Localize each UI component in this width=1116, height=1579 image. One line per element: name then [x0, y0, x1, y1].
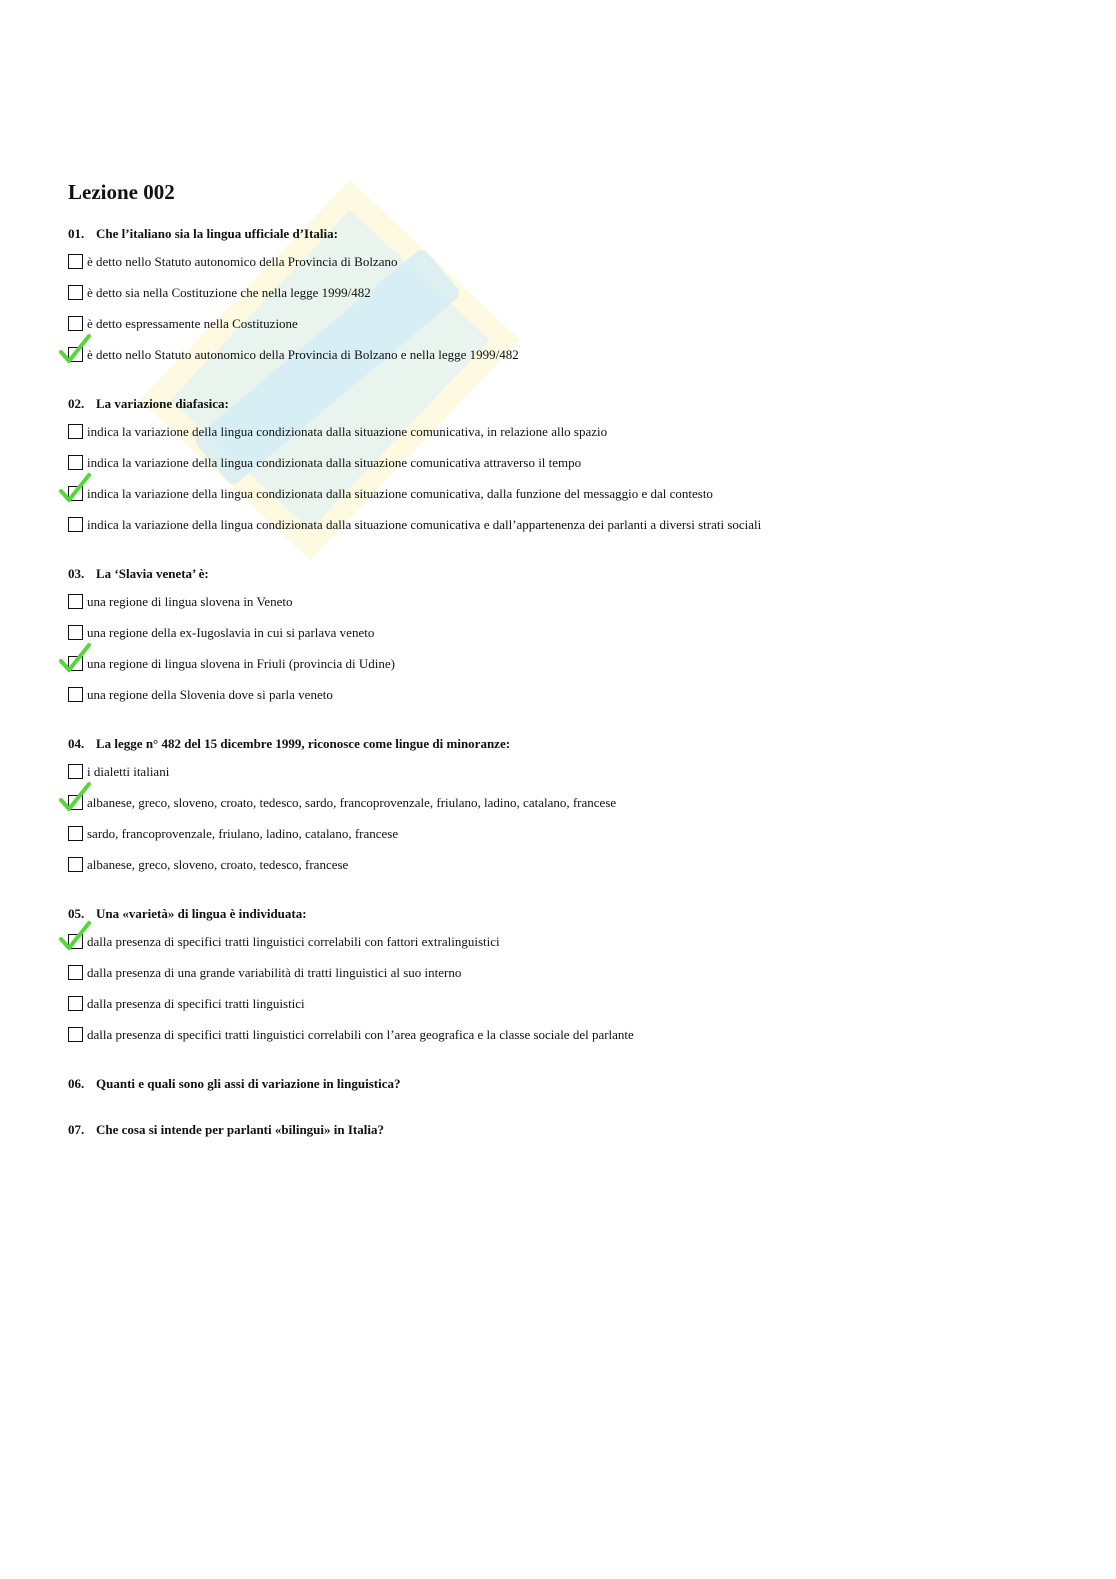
question-heading: [68, 734, 1048, 754]
question-block: [68, 394, 1048, 547]
checkbox-icon[interactable]: [68, 285, 83, 300]
question-number: 06.: [68, 1076, 85, 1091]
answer-option[interactable]: [68, 485, 1048, 516]
answer-option-label: una regione della ex-Iugoslavia in cui si parlava veneto: [87, 625, 375, 640]
checkbox-icon[interactable]: [68, 795, 83, 810]
answer-option[interactable]: [68, 995, 1048, 1026]
checkbox-icon[interactable]: [68, 594, 83, 609]
question-text: Che cosa si intende per parlanti «bilingui» in Italia?: [96, 1122, 384, 1137]
answer-option[interactable]: [68, 856, 1048, 887]
answer-option-label: indica la variazione della lingua condizionata dalla situazione comunicativa, in relazione allo spazio: [87, 424, 608, 439]
answer-option-label: è detto nello Statuto autonomico della Provincia di Bolzano e nella legge 1999/482: [87, 347, 519, 362]
question-number: 05.: [68, 906, 85, 921]
answer-option[interactable]: [68, 423, 1048, 454]
answer-option[interactable]: [68, 253, 1048, 284]
question-heading: [68, 394, 1048, 414]
question-text: La variazione diafasica:: [96, 396, 229, 411]
question-heading: [68, 564, 1048, 584]
open-question-heading: [68, 1074, 1048, 1094]
document-page: [68, 178, 1048, 1166]
checkbox-icon[interactable]: [68, 965, 83, 980]
question-block: [68, 224, 1048, 377]
question-list: [68, 224, 1048, 1057]
question-text: La ‘Slavia veneta’ è:: [96, 566, 209, 581]
checkbox-icon[interactable]: [68, 254, 83, 269]
lesson-title: Lezione 002: [68, 180, 175, 204]
answer-option[interactable]: [68, 346, 1048, 377]
answer-option-label: albanese, greco, sloveno, croato, tedesco, francese: [87, 857, 349, 872]
answer-option-label: è detto espressamente nella Costituzione: [87, 316, 298, 331]
checkbox-icon[interactable]: [68, 1027, 83, 1042]
answer-option-label: una regione di lingua slovena in Veneto: [87, 594, 293, 609]
question-number: 04.: [68, 736, 85, 751]
checkbox-icon[interactable]: [68, 934, 83, 949]
answer-option-label: una regione di lingua slovena in Friuli (provincia di Udine): [87, 656, 395, 671]
question-text: La legge n° 482 del 15 dicembre 1999, riconosce come lingue di minoranze:: [96, 736, 511, 751]
question-number: 02.: [68, 396, 85, 411]
answer-option-label: sardo, francoprovenzale, friulano, ladino, catalano, francese: [87, 826, 399, 841]
answer-option-label: indica la variazione della lingua condizionata dalla situazione comunicativa e dall’appartenenza dei parlanti a diversi strati sociali: [87, 517, 762, 532]
answer-option[interactable]: [68, 763, 1048, 794]
question-number: 03.: [68, 566, 85, 581]
answer-option[interactable]: [68, 794, 1048, 825]
checkbox-icon[interactable]: [68, 764, 83, 779]
answer-option-label: indica la variazione della lingua condizionata dalla situazione comunicativa, dalla funzione del messaggio e dal contesto: [87, 486, 713, 501]
answer-option-label: è detto nello Statuto autonomico della Provincia di Bolzano: [87, 254, 398, 269]
answer-option[interactable]: [68, 315, 1048, 346]
open-question-list: [68, 1074, 1048, 1140]
answer-option-label: indica la variazione della lingua condizionata dalla situazione comunicativa attraverso il tempo: [87, 455, 582, 470]
checkbox-icon[interactable]: [68, 517, 83, 532]
checkbox-icon[interactable]: [68, 486, 83, 501]
question-number: 01.: [68, 226, 85, 241]
answer-option[interactable]: [68, 825, 1048, 856]
answer-option[interactable]: [68, 454, 1048, 485]
question-number: 07.: [68, 1122, 85, 1137]
question-heading: [68, 904, 1048, 924]
answer-option[interactable]: [68, 655, 1048, 686]
answer-option[interactable]: [68, 624, 1048, 655]
checkbox-icon[interactable]: [68, 455, 83, 470]
answer-option-label: dalla presenza di una grande variabilità di tratti linguistici al suo interno: [87, 965, 462, 980]
question-text: Quanti e quali sono gli assi di variazione in linguistica?: [96, 1076, 401, 1091]
question-text: Una «varietà» di lingua è individuata:: [96, 906, 307, 921]
answer-option-label: i dialetti italiani: [87, 764, 170, 779]
checkbox-icon[interactable]: [68, 424, 83, 439]
answer-option[interactable]: [68, 593, 1048, 624]
answer-option[interactable]: [68, 686, 1048, 717]
checkbox-icon[interactable]: [68, 347, 83, 362]
question-block: [68, 564, 1048, 717]
checkbox-icon[interactable]: [68, 857, 83, 872]
answer-option-label: è detto sia nella Costituzione che nella legge 1999/482: [87, 285, 371, 300]
question-block: [68, 904, 1048, 1057]
answer-option-label: albanese, greco, sloveno, croato, tedesco, sardo, francoprovenzale, friulano, ladino, catalano, francese: [87, 795, 617, 810]
answer-option[interactable]: [68, 964, 1048, 995]
answer-option[interactable]: [68, 284, 1048, 315]
checkbox-icon[interactable]: [68, 316, 83, 331]
answer-option-label: dalla presenza di specifici tratti linguistici correlabili con l’area geografica e la classe sociale del parlante: [87, 1027, 634, 1042]
answer-option[interactable]: [68, 933, 1048, 964]
checkbox-icon[interactable]: [68, 625, 83, 640]
open-question-heading: [68, 1120, 1048, 1140]
question-block: [68, 734, 1048, 887]
checkbox-icon[interactable]: [68, 687, 83, 702]
checkbox-icon[interactable]: [68, 826, 83, 841]
answer-option[interactable]: [68, 516, 1048, 547]
checkbox-icon[interactable]: [68, 656, 83, 671]
question-heading: [68, 224, 1048, 244]
answer-option[interactable]: [68, 1026, 1048, 1057]
checkbox-icon[interactable]: [68, 996, 83, 1011]
answer-option-label: dalla presenza di specifici tratti linguistici: [87, 996, 305, 1011]
question-text: Che l’italiano sia la lingua ufficiale d’Italia:: [96, 226, 338, 241]
answer-option-label: una regione della Slovenia dove si parla veneto: [87, 687, 333, 702]
answer-option-label: dalla presenza di specifici tratti linguistici correlabili con fattori extralinguistici: [87, 934, 500, 949]
